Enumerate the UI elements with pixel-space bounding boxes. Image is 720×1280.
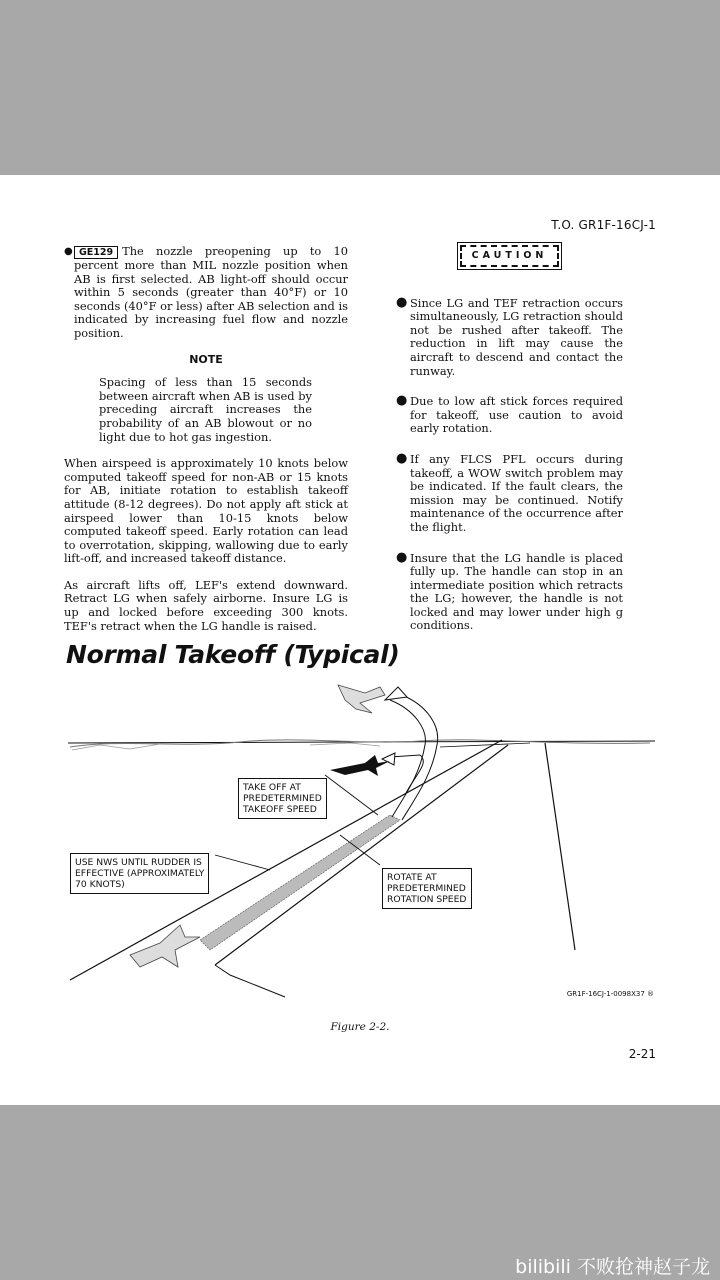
caution-label: CAUTION (460, 245, 560, 267)
bullet-icon: ● (396, 549, 408, 565)
page-number: 2-21 (628, 1047, 656, 1061)
takeoff-illustration (60, 675, 660, 1005)
caution-block (396, 245, 623, 267)
engine-tag: GE129 (74, 246, 118, 259)
document-page (0, 175, 720, 1105)
takeoff-diagram (60, 675, 660, 1005)
figure-caption: Figure 2-2. (330, 1021, 390, 1033)
figure-id: GR1F-16CJ-1-0098X37 ® (566, 990, 654, 998)
note-body: Spacing of less than 15 seconds between aircraft when AB is used by preceding aircraft increases the probability of an AB blowout or no light due to hot gas ingestion. (99, 375, 312, 444)
document-id: T.O. GR1F-16CJ-1 (551, 218, 656, 232)
bilibili-watermark: bilibili 不败抢神赵子龙 (515, 1256, 710, 1278)
left-column (64, 245, 348, 633)
rotation-speed-callout: ROTATE AT PREDETERMINED ROTATION SPEED (382, 868, 472, 909)
nws-callout: USE NWS UNTIL RUDDER IS EFFECTIVE (APPROXIMATELY 70 KNOTS) (70, 853, 209, 894)
bullet-text: The nozzle preopening up to 10 percent more than MIL nozzle position when AB is first selected. AB light-off should occur within 5 seconds (greater than 40°F) or 10 seconds (40°F or less) after AB selection and is indicated by increasing fuel flow and nozzle position. (74, 244, 348, 340)
right-column (396, 245, 623, 650)
afterburner-bullet (64, 245, 348, 341)
note-title: NOTE (189, 352, 223, 366)
caution-bullet: ● If any FLCS PFL occurs during takeoff, a WOW switch problem may be indicated. If the fault clears, the mission may be continued. Notify maintenance of the occurrence after the flight. (396, 450, 623, 534)
caution-bullet: ● Due to low aft stick forces required for takeoff, use caution to avoid early rotation. (396, 393, 623, 436)
liftoff-paragraph: As aircraft lifts off, LEF's extend downward. Retract LG when safely airborne. Insure LG is up and locked before exceeding 300 knots. TEF's retract when the LG handle is raised. (64, 577, 348, 633)
bullet-icon: ● (396, 294, 408, 310)
caution-bullet: ● Insure that the LG handle is placed fully up. The handle can stop in an intermediate position which retracts the LG; however, the handle is not locked and may lower under high g conditions. (396, 549, 623, 633)
figure-title: Normal Takeoff (Typical) (66, 640, 400, 669)
rotation-paragraph: When airspeed is approximately 10 knots below computed takeoff speed for non-AB or 15 knots for AB, initiate rotation to establish takeoff attitude (8-12 degrees). Do not apply aft stick at airspeed lower than 10-15 knots below computed takeoff speed. Early rotation can lead to overrotation, skipping, wallowing due to early lift-off, and increased takeoff distance. (64, 456, 348, 566)
bullet-icon: ● (64, 246, 73, 257)
caution-bullet: ● Since LG and TEF retraction occurs simultaneously, LG retraction should not be rushed after takeoff. The reduction in lift may cause the aircraft to descend and contact the runway. (396, 294, 623, 378)
takeoff-speed-callout: TAKE OFF AT PREDETERMINED TAKEOFF SPEED (238, 778, 327, 819)
bullet-icon: ● (396, 450, 408, 466)
bullet-icon: ● (396, 393, 408, 409)
